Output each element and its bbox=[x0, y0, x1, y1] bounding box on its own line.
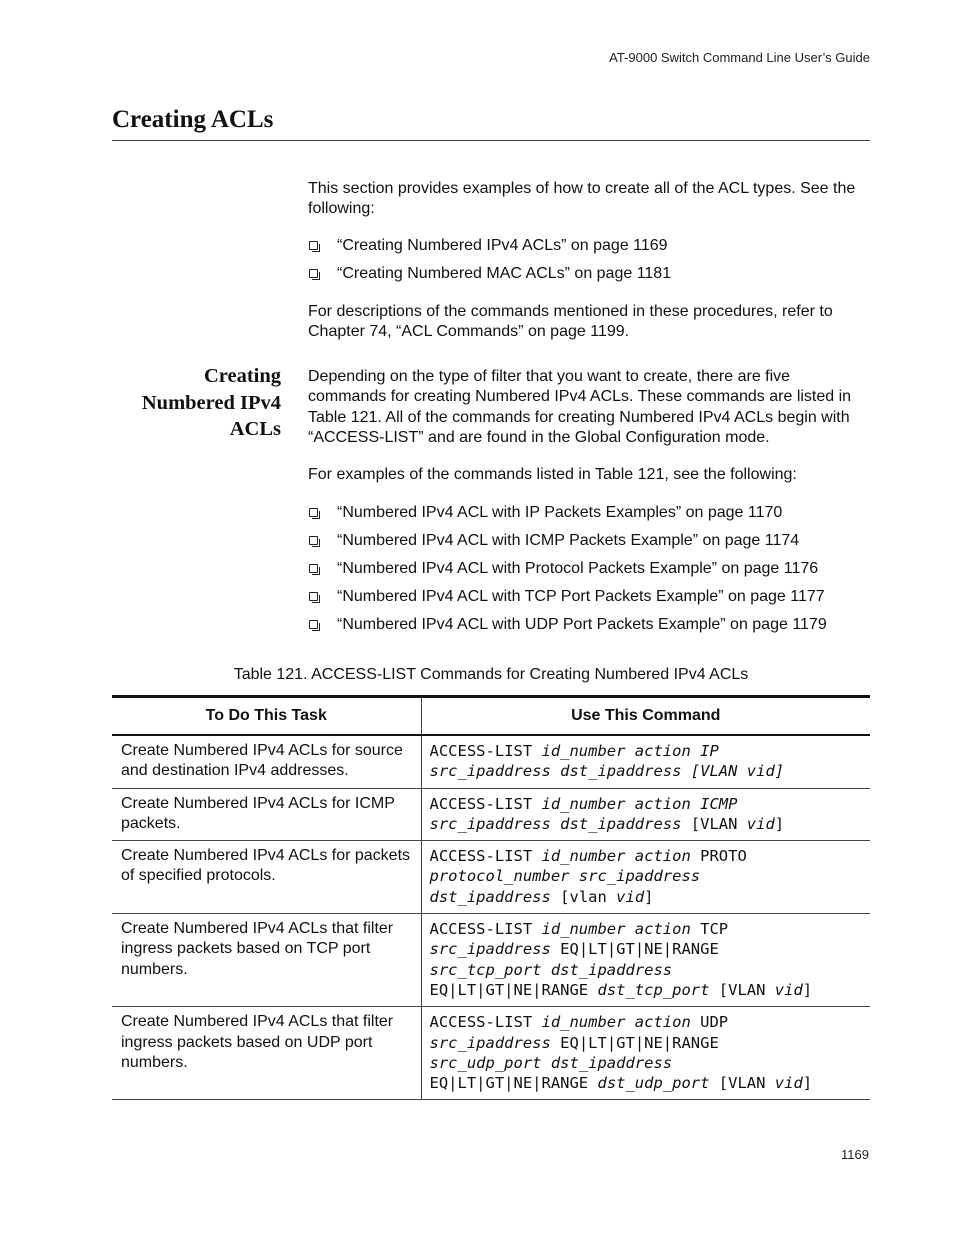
task-cell: Create Numbered IPv4 ACLs for source and destination IPv4 addresses. bbox=[112, 735, 421, 788]
command-parameter: src_ipaddress dst_ipaddress bbox=[429, 814, 682, 833]
subsection-heading bbox=[81, 363, 281, 443]
command-parameter: vid bbox=[746, 814, 775, 833]
cross-reference-link[interactable]: “Creating Numbered IPv4 ACLs” on page 1169 bbox=[337, 237, 668, 254]
list-item[interactable] bbox=[308, 503, 827, 531]
task-cell: Create Numbered IPv4 ACLs that filter ingress packets based on UDP port numbers. bbox=[112, 1007, 421, 1100]
page-number: 1169 bbox=[841, 1147, 869, 1162]
checkbox-bullet-icon bbox=[309, 241, 318, 250]
command-cell bbox=[421, 1007, 870, 1100]
table-row bbox=[112, 914, 870, 1007]
cross-reference-link[interactable]: “Creating Numbered MAC ACLs” on page 1181 bbox=[337, 265, 672, 282]
command-line bbox=[430, 1073, 863, 1093]
access-list-commands-table bbox=[112, 695, 870, 1100]
table-row bbox=[112, 735, 870, 788]
intro-link-list bbox=[308, 236, 671, 292]
command-cell bbox=[421, 788, 870, 841]
list-item[interactable] bbox=[308, 615, 827, 643]
table-header-row bbox=[112, 697, 870, 736]
command-keyword: [VLAN bbox=[681, 814, 747, 833]
running-header: AT-9000 Switch Command Line User’s Guide bbox=[609, 50, 870, 65]
checkbox-bullet-icon bbox=[309, 508, 318, 517]
examples-link-list bbox=[308, 503, 827, 643]
checkbox-bullet-icon bbox=[309, 620, 318, 629]
command-line bbox=[430, 794, 863, 814]
cross-reference-link[interactable]: “Numbered IPv4 ACL with Protocol Packets Example” on page 1176 bbox=[337, 560, 819, 577]
command-parameter: id_number action bbox=[541, 847, 691, 866]
section-title: Creating ACLs bbox=[112, 106, 274, 133]
cross-reference-link[interactable]: “Numbered IPv4 ACL with IP Packets Examples” on page 1170 bbox=[337, 504, 783, 521]
list-item[interactable] bbox=[308, 264, 671, 292]
command-line bbox=[430, 939, 863, 959]
command-keyword: ACCESS-LIST bbox=[429, 920, 542, 939]
command-parameter: dst_tcp_port bbox=[597, 980, 710, 999]
command-keyword: ACCESS-LIST bbox=[429, 1013, 542, 1032]
command-keyword: [VLAN bbox=[709, 980, 775, 999]
command-line bbox=[430, 960, 863, 980]
command-line bbox=[430, 1012, 863, 1032]
subsection-heading-line: Numbered IPv4 bbox=[141, 391, 281, 414]
command-parameter: vid bbox=[774, 1074, 803, 1093]
command-keyword: ] bbox=[774, 814, 785, 833]
command-parameter: src_ipaddress bbox=[429, 940, 551, 959]
command-keyword: [vlan bbox=[550, 887, 617, 906]
command-cell bbox=[421, 841, 870, 914]
table-row bbox=[112, 841, 870, 914]
table-row bbox=[112, 788, 870, 841]
command-parameter: dst_ipaddress bbox=[429, 887, 551, 906]
command-cell bbox=[421, 914, 870, 1007]
checkbox-bullet-icon bbox=[309, 536, 318, 545]
subsection-heading-line: ACLs bbox=[229, 418, 281, 440]
command-keyword: UDP bbox=[690, 1013, 729, 1032]
command-line bbox=[430, 887, 863, 907]
list-item[interactable] bbox=[308, 531, 827, 559]
command-parameter: vid bbox=[616, 887, 645, 906]
command-line bbox=[430, 1053, 863, 1073]
command-keyword: ] bbox=[802, 980, 813, 999]
command-keyword: TCP bbox=[690, 920, 729, 939]
command-keyword: ACCESS-LIST bbox=[429, 847, 542, 866]
table-row bbox=[112, 1007, 870, 1100]
cross-reference-link[interactable]: “Numbered IPv4 ACL with UDP Port Packets Example” on page 1179 bbox=[337, 616, 827, 633]
command-line bbox=[430, 866, 863, 886]
command-keyword: EQ|LT|GT|NE|RANGE bbox=[550, 1033, 719, 1052]
command-line bbox=[430, 846, 863, 866]
cross-reference-link[interactable]: “Numbered IPv4 ACL with ICMP Packets Example” on page 1174 bbox=[337, 532, 800, 549]
command-keyword: EQ|LT|GT|NE|RANGE bbox=[429, 980, 598, 999]
command-keyword: ACCESS-LIST bbox=[429, 742, 542, 760]
checkbox-bullet-icon bbox=[309, 592, 318, 601]
command-parameter: src_ipaddress bbox=[429, 1033, 551, 1052]
task-cell: Create Numbered IPv4 ACLs for packets of specified protocols. bbox=[112, 841, 421, 914]
intro-paragraph: This section provides examples of how to create all of the ACL types. See the following: bbox=[308, 180, 856, 218]
command-keyword: EQ|LT|GT|NE|RANGE bbox=[429, 1074, 598, 1093]
column-header-task: To Do This Task bbox=[112, 697, 421, 736]
command-keyword: EQ|LT|GT|NE|RANGE bbox=[550, 940, 719, 959]
command-keyword: [VLAN bbox=[709, 1074, 775, 1093]
command-parameter: id_number action IP bbox=[541, 742, 719, 760]
table-caption: Table 121. ACCESS-LIST Commands for Creating Numbered IPv4 ACLs bbox=[233, 666, 749, 683]
title-rule bbox=[112, 140, 870, 141]
command-keyword: PROTO bbox=[690, 847, 747, 866]
task-cell: Create Numbered IPv4 ACLs for ICMP packets. bbox=[112, 788, 421, 841]
subsection-heading-line: Creating bbox=[203, 365, 281, 387]
command-parameter: id_number action ICMP bbox=[541, 794, 738, 813]
command-line bbox=[430, 1033, 863, 1053]
list-item[interactable] bbox=[308, 236, 671, 264]
command-parameter: id_number action bbox=[541, 920, 691, 939]
examples-paragraph: For examples of the commands listed in Table 121, see the following: bbox=[308, 466, 797, 483]
list-item[interactable] bbox=[308, 587, 827, 615]
command-line bbox=[430, 741, 863, 761]
command-line bbox=[430, 919, 863, 939]
command-parameter: dst_udp_port bbox=[597, 1074, 710, 1093]
cross-reference-link[interactable]: “Numbered IPv4 ACL with TCP Port Packets Example” on page 1177 bbox=[337, 588, 825, 605]
command-parameter: vid bbox=[774, 980, 803, 999]
descriptions-paragraph: For descriptions of the commands mentioned in these procedures, refer to Chapter 74, “ACL Commands” on page 1199. bbox=[308, 303, 833, 341]
command-parameter: protocol_number src_ipaddress bbox=[429, 867, 701, 886]
command-keyword: ] bbox=[644, 887, 654, 906]
list-item[interactable] bbox=[308, 559, 827, 587]
command-cell bbox=[421, 735, 870, 788]
command-parameter: src_tcp_port dst_ipaddress bbox=[429, 960, 673, 979]
command-line bbox=[430, 980, 863, 1000]
command-keyword: ACCESS-LIST bbox=[429, 794, 542, 813]
command-keyword: ] bbox=[802, 1074, 813, 1093]
task-cell: Create Numbered IPv4 ACLs that filter ingress packets based on TCP port numbers. bbox=[112, 914, 421, 1007]
command-line bbox=[430, 814, 863, 834]
checkbox-bullet-icon bbox=[309, 269, 318, 278]
command-parameter: id_number action bbox=[541, 1013, 691, 1032]
subsection-paragraph: Depending on the type of filter that you want to create, there are five commands for creating Numbered IPv4 ACLs. These commands are listed in Table 121. All of the commands for creating Numbered IPv4 ACLs begin with “ACCESS-LIST” and are found in the Global Configuration mode. bbox=[308, 368, 852, 446]
command-parameter: src_ipaddress dst_ipaddress [VLAN vid] bbox=[429, 762, 785, 781]
command-line bbox=[430, 761, 863, 781]
column-header-command: Use This Command bbox=[421, 697, 870, 736]
checkbox-bullet-icon bbox=[309, 564, 318, 573]
command-parameter: src_udp_port dst_ipaddress bbox=[429, 1053, 673, 1072]
